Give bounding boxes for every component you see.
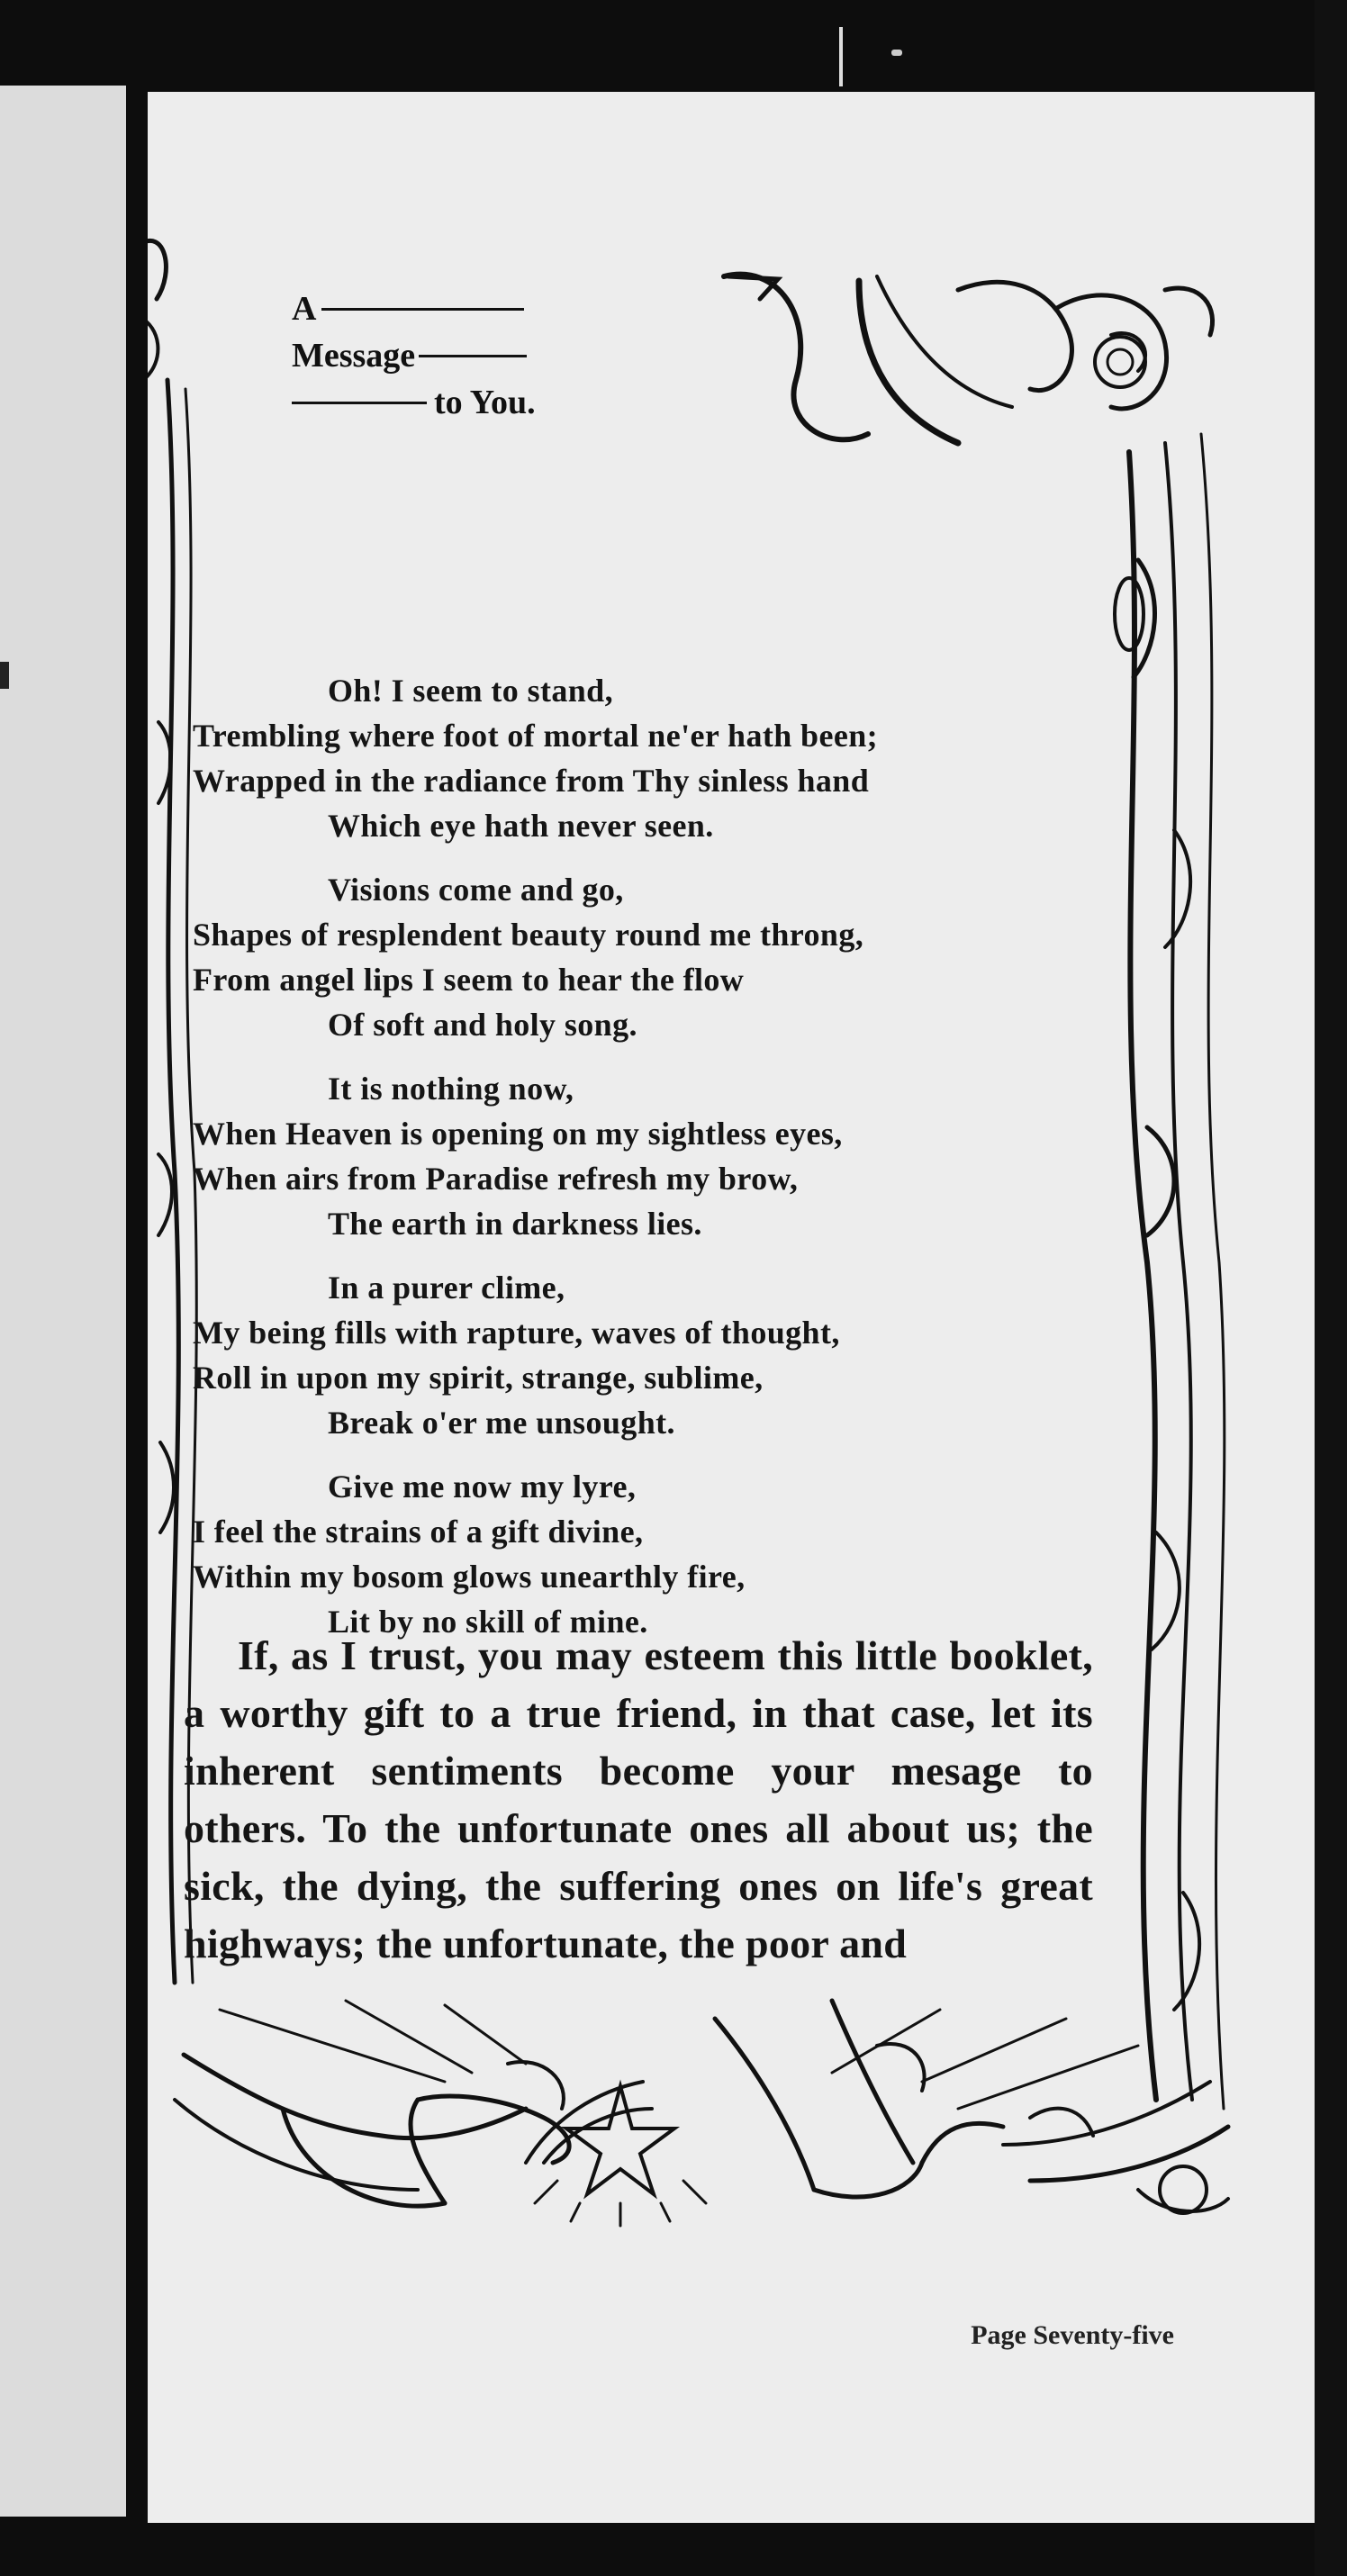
poem-stanza (193, 1066, 1192, 1246)
heading-line-message (292, 332, 670, 379)
poem-stanza (193, 668, 1192, 848)
heading-rule (419, 355, 527, 357)
poem-stanza (193, 1464, 1192, 1644)
poem-line: Break o'er me unsought. (328, 1405, 675, 1441)
poem-line: Lit by no skill of mine. (328, 1604, 648, 1640)
facing-page-mark (0, 662, 9, 689)
poem-line: The earth in darkness lies. (328, 1206, 702, 1242)
poem-line: When Heaven is opening on my sightless eyes, (193, 1116, 843, 1152)
poem-line: When airs from Paradise refresh my brow, (193, 1161, 799, 1197)
poem-line: Oh! I seem to stand, (328, 673, 614, 709)
book-spine-gap (126, 0, 148, 2576)
page-number: Page Seventy-five (971, 2320, 1174, 2350)
poem-line: Shapes of resplendent beauty round me throng, (193, 917, 864, 953)
poem-stanza (193, 1265, 1192, 1445)
heading-line-a (292, 285, 670, 332)
poem-line: Give me now my lyre, (328, 1469, 637, 1505)
closing-paragraph: If, as I trust, you may esteem this little booklet, a worthy gift to a true friend, in that case, let its inherent sentiments become your mesage to others. To the unfortunate ones all about us; the sick, the dying, the suffering ones on life's great highways; the unfortunate, the poor and (184, 1632, 1093, 1966)
poem-stanza (193, 867, 1192, 1047)
book-page (148, 92, 1315, 2523)
poem-line: I feel the strains of a gift divine, (193, 1514, 644, 1550)
poem-line: Within my bosom glows unearthly fire, (193, 1559, 746, 1595)
heading-rule (321, 308, 524, 311)
heading-a-text: A (292, 290, 317, 328)
heading-line-to-you (292, 379, 670, 426)
poem-line: Which eye hath never seen. (328, 808, 714, 844)
poem-line: Roll in upon my spirit, strange, sublime, (193, 1360, 764, 1396)
poem-line: It is nothing now, (328, 1071, 574, 1107)
heading-to-you-text: to You. (434, 384, 536, 421)
poem (193, 668, 1192, 1663)
poem-line: My being fills with rapture, waves of thought, (193, 1315, 840, 1351)
poem-line: Trembling where foot of mortal ne'er hath been; (193, 718, 879, 754)
poem-line: Visions come and go, (328, 872, 624, 908)
top-scan-mark (839, 27, 843, 86)
poem-line: Wrapped in the radiance from Thy sinless hand (193, 763, 870, 799)
message-heading (292, 285, 670, 426)
heading-rule (292, 402, 427, 404)
heading-message-text: Message (292, 337, 416, 375)
poem-line: In a purer clime, (328, 1270, 565, 1306)
facing-page-edge (0, 86, 126, 2517)
right-background (1315, 0, 1347, 2576)
poem-line: From angel lips I seem to hear the flow (193, 962, 745, 998)
poem-line: Of soft and holy song. (328, 1007, 637, 1043)
top-scan-dot (891, 50, 902, 56)
